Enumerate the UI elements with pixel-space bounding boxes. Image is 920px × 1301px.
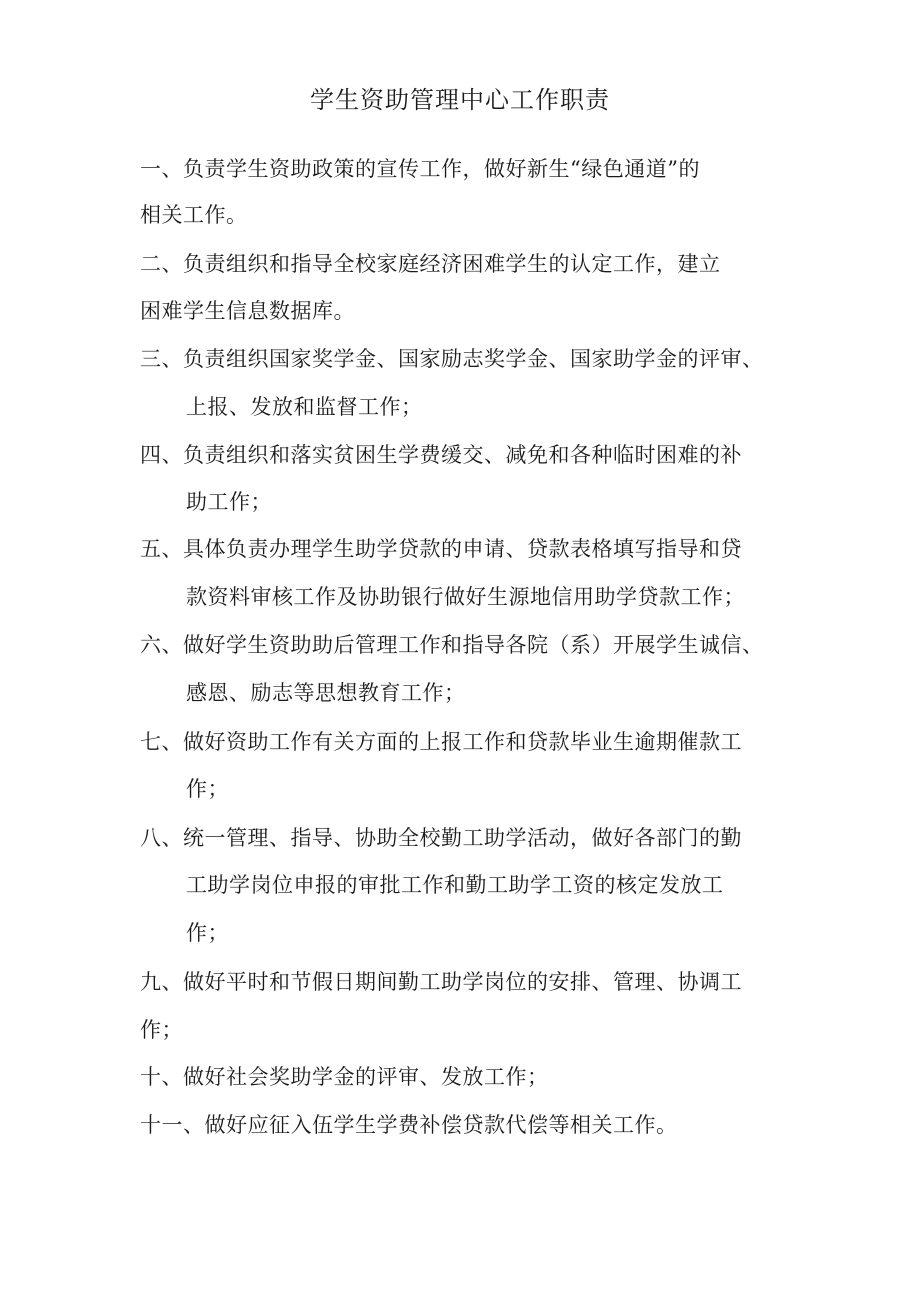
line-19: 作； [140, 1018, 183, 1042]
line-10: 款资料审核工作及协助银行做好生源地信用助学贷款工作； [186, 585, 745, 609]
document-title: 学生资助管理中心工作职责 [310, 86, 610, 114]
line-5: 三、负责组织国家奖学金、国家励志奖学金、国家助学金的评审、 [140, 347, 764, 371]
line-6: 上报、发放和监督工作； [186, 395, 423, 419]
line-11: 六、做好学生资助助后管理工作和指导各院（系）开展学生诚信、 [140, 633, 764, 657]
line-17: 作； [186, 921, 229, 945]
line-12: 感恩、励志等思想教育工作； [186, 681, 466, 705]
line-1: 一、负责学生资助政策的宣传工作，做好新生“绿色通道”的 [140, 157, 700, 181]
line-15: 八、统一管理、指导、协助全校勤工助学活动，做好各部门的勤 [140, 826, 742, 850]
line-16: 工助学岗位申报的审批工作和勤工助学工资的核定发放工 [186, 873, 724, 897]
line-2: 相关工作。 [140, 203, 248, 227]
line-14: 作； [186, 777, 229, 801]
line-7: 四、负责组织和落实贫困生学费缓交、减免和各种临时困难的补 [140, 443, 742, 467]
line-21: 十一、做好应征入伍学生学费补偿贷款代偿等相关工作。 [140, 1113, 678, 1137]
line-9: 五、具体负责办理学生助学贷款的申请、贷款表格填写指导和贷 [140, 537, 742, 561]
line-20: 十、做好社会奖助学金的评审、发放工作； [140, 1065, 549, 1089]
line-18: 九、做好平时和节假日期间勤工助学岗位的安排、管理、协调工 [140, 970, 742, 994]
line-3: 二、负责组织和指导全校家庭经济困难学生的认定工作，建立 [140, 252, 721, 276]
line-13: 七、做好资助工作有关方面的上报工作和贷款毕业生逾期催款工 [140, 730, 742, 754]
line-8: 助工作； [186, 490, 272, 514]
line-4: 困难学生信息数据库。 [140, 299, 355, 323]
